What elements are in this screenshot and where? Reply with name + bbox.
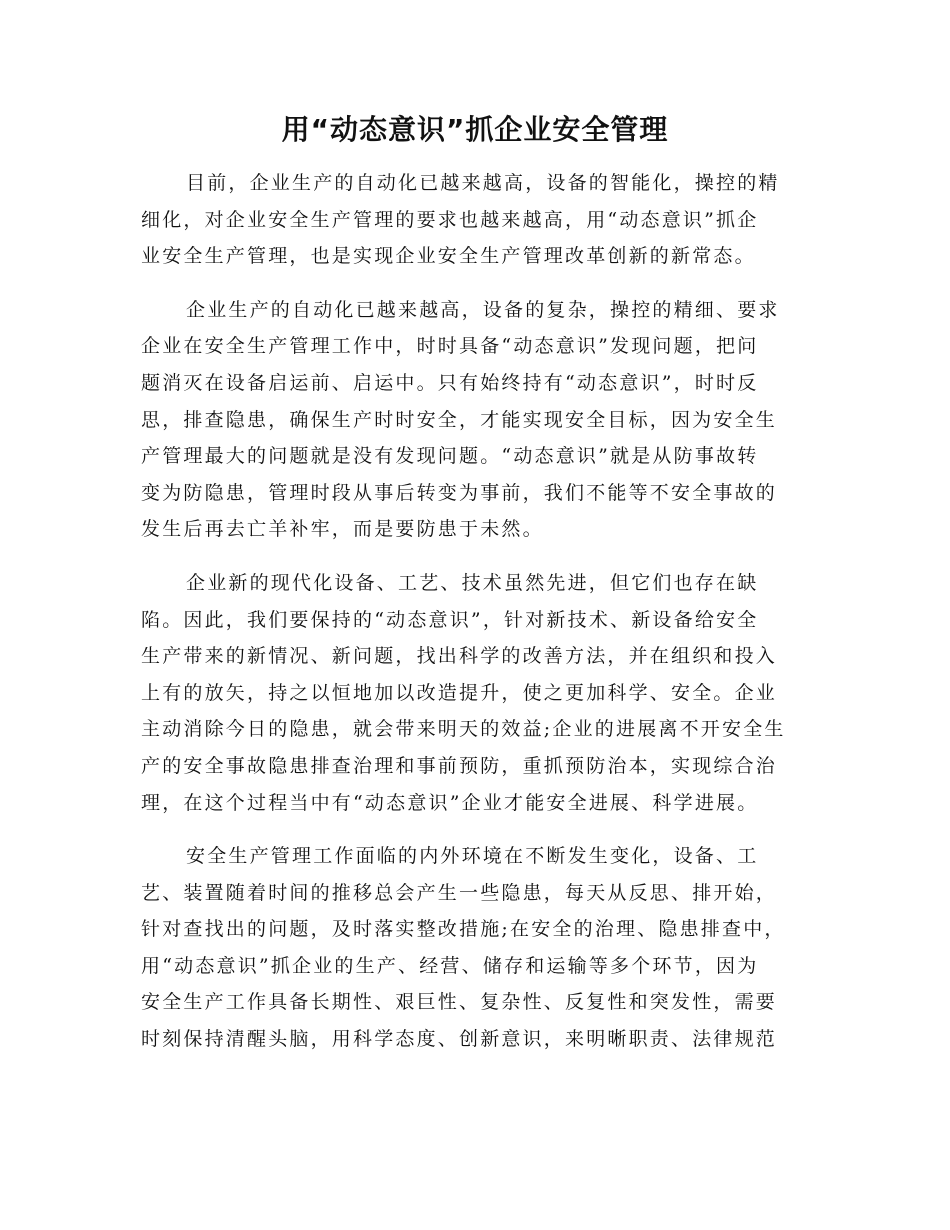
text-line: 企业在安全生产管理工作中，时时具备“动态意识”发现问题，把问 <box>141 335 759 358</box>
text-line: 产管理最大的问题就是没有发现问题。“动态意识”就是从防事故转 <box>141 445 759 468</box>
text-line: 题消灭在设备启运前、启运中。只有始终持有“动态意识”，时时反 <box>141 371 759 394</box>
text-line: 上有的放矢，持之以恒地加以改造提升，使之更加科学、安全。企业 <box>141 681 778 704</box>
document-title: 用“动态意识”抓企业安全管理 <box>281 113 669 146</box>
text-line: 细化，对企业安全生产管理的要求也越来越高，用“动态意识”抓企 <box>141 208 759 231</box>
text-line: 生产带来的新情况、新问题，找出科学的改善方法，并在组织和投入 <box>141 645 778 668</box>
text-line: 安全生产管理工作面临的内外环境在不断发生变化，设备、工 <box>186 845 759 868</box>
document-body <box>141 165 809 1075</box>
text-line: 企业生产的自动化已越来越高，设备的复杂，操控的精细、要求 <box>186 298 780 321</box>
text-line: 陷。因此，我们要保持的“动态意识”，针对新技术、新设备给安全 <box>141 608 759 631</box>
text-line: 业安全生产管理，也是实现企业安全生产管理改革创新的新常态。 <box>141 245 756 268</box>
text-line: 理，在这个过程当中有“动态意识”企业才能安全进展、科学进展。 <box>141 791 759 814</box>
text-line: 用“动态意识”抓企业的生产、经营、储存和运输等多个环节，因为 <box>141 954 759 977</box>
text-line: 发生后再去亡羊补牢，而是要防患于未然。 <box>141 518 544 541</box>
text-line: 艺、装置随着时间的推移总会产生一些隐患，每天从反思、排开始， <box>141 881 778 904</box>
text-line: 时刻保持清醒头脑，用科学态度、创新意识，来明晰职责、法律规范 <box>141 1028 778 1051</box>
text-line: 变为防隐患，管理时段从事后转变为事前，我们不能等不安全事故的 <box>141 481 778 504</box>
paragraph-1 <box>141 165 809 275</box>
text-line: 产的安全事故隐患排查治理和事前预防，重抓预防治本，实现综合治 <box>141 754 778 777</box>
text-line: 企业新的现代化设备、工艺、技术虽然先进，但它们也存在缺 <box>186 571 759 594</box>
text-line: 针对查找出的问题，及时落实整改措施;在安全的治理、隐患排查中， <box>141 918 786 941</box>
text-line: 思，排查隐患，确保生产时时安全，才能实现安全目标，因为安全生 <box>141 408 778 431</box>
paragraph-4 <box>141 838 809 1058</box>
paragraph-2 <box>141 292 809 548</box>
text-line: 目前，企业生产的自动化已越来越高，设备的智能化，操控的精 <box>186 172 780 194</box>
text-line: 安全生产工作具备长期性、艰巨性、复杂性、反复性和突发性，需要 <box>141 991 778 1014</box>
paragraph-3 <box>141 565 809 821</box>
text-line: 主动消除今日的隐患，就会带来明天的效益;企业的进展离不开安全生 <box>141 718 786 741</box>
